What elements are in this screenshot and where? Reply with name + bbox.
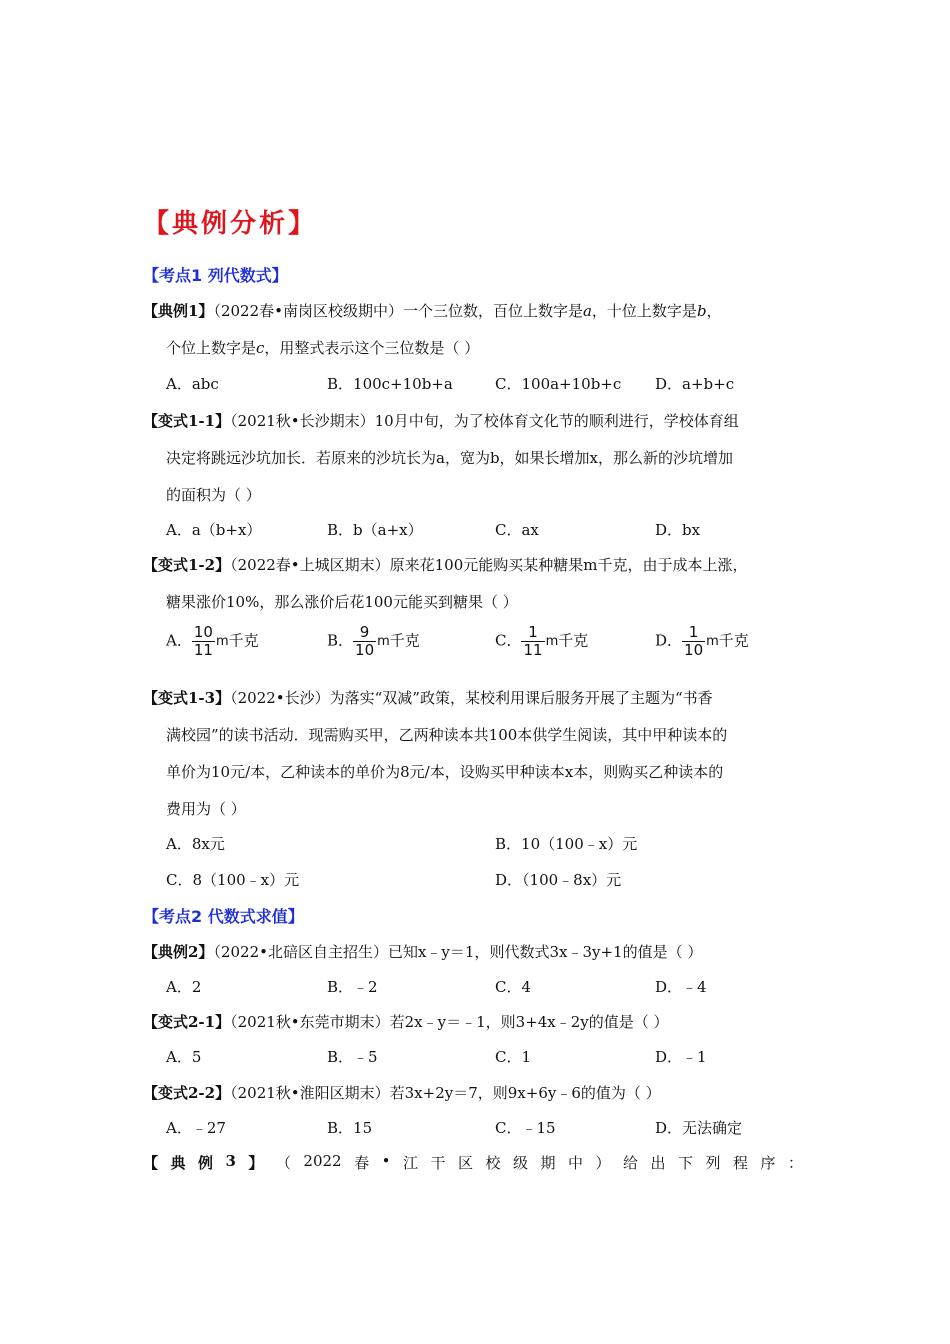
- var-c: c: [256, 339, 265, 357]
- option-letter: B．: [327, 631, 354, 650]
- option-c[interactable]: C．﹣15: [495, 1119, 556, 1137]
- option-a[interactable]: A．5: [166, 1048, 202, 1066]
- variant-1-3-line1: [143, 687, 713, 708]
- text: ，十位上数字是: [591, 302, 697, 320]
- variant-1-3-line3: 单价为10元/本，乙种读本的单价为8元/本，设购买甲种读本x本，则购买乙种读本的: [166, 763, 724, 781]
- denominator: 11: [193, 641, 213, 659]
- variant-1-1-line1: [143, 410, 739, 431]
- numerator: 1: [521, 624, 544, 642]
- option-d[interactable]: D．﹣4: [655, 978, 707, 996]
- option-b[interactable]: B．b（a+x）: [327, 521, 423, 539]
- option-b[interactable]: B．﹣5: [327, 1048, 378, 1066]
- example-3-char: 典: [170, 1154, 186, 1172]
- example-3-char: ）: [595, 1154, 611, 1172]
- unit: 千克: [389, 631, 420, 650]
- example-3-char: 校: [485, 1154, 501, 1172]
- unit: 千克: [718, 631, 749, 650]
- text: ，: [706, 302, 722, 320]
- option-d[interactable]: D．a+b+c: [655, 375, 735, 393]
- variant-2-1-line1: [143, 1011, 669, 1032]
- example-1-label: 【典例1】: [143, 302, 214, 320]
- example-3-line1: [143, 1152, 803, 1173]
- example-3-char: 江: [402, 1154, 418, 1172]
- option-d[interactable]: D．无法确定: [655, 1119, 743, 1137]
- text: （2022•北碚区自主招生）已知x﹣y＝1，则代数式3x﹣3y+1的值是（ ）: [213, 943, 703, 961]
- numerator: 1: [682, 624, 705, 642]
- var-m: m: [545, 634, 559, 649]
- numerator: 9: [353, 624, 376, 642]
- unit: 千克: [228, 631, 259, 650]
- var-m: m: [215, 634, 229, 649]
- example-2-label: 【典例2】: [143, 943, 214, 961]
- option-b[interactable]: B．10（100﹣x）元: [495, 835, 638, 853]
- example-3-char: 【: [143, 1154, 159, 1172]
- example-3-char: 列: [705, 1154, 721, 1172]
- variant-1-1-label: 【变式1-1】: [143, 412, 231, 430]
- numerator: 10: [193, 623, 213, 641]
- variant-1-1-line2: 决定将跳远沙坑加长．若原来的沙坑长为a，宽为b，如果长增加x，那么新的沙坑增加: [166, 449, 734, 467]
- option-d[interactable]: [655, 624, 749, 659]
- fraction: [353, 624, 376, 659]
- example-3-char: 期: [540, 1154, 556, 1172]
- example-3-char: 2022: [303, 1152, 342, 1170]
- variant-2-1-label: 【变式2-1】: [143, 1013, 231, 1031]
- var-m: m: [377, 634, 390, 649]
- option-d[interactable]: D．（100﹣8x）元: [495, 871, 622, 889]
- option-a[interactable]: A．a（b+x）: [166, 521, 262, 539]
- variant-1-3-label: 【变式1-3】: [143, 689, 231, 707]
- option-b[interactable]: B．100c+10b+a: [327, 375, 453, 393]
- variant-1-2-line2: 糖果涨价10%，那么涨价后花100元能买到糖果（ ）: [166, 593, 518, 611]
- text: （2021秋•长沙期末）10月中旬，为了校体育文化节的顺利进行，学校体育组: [230, 412, 739, 430]
- text: （2022春•上城区期末）原来花100元能购买某种糖果m千克，由于成本上涨，: [230, 556, 748, 574]
- example-3-char: 级: [512, 1154, 528, 1172]
- denominator: 11: [523, 641, 543, 659]
- text: （2022春•南岗区校级期中）一个三位数，百位上数字是: [213, 302, 583, 320]
- var-a: a: [582, 302, 592, 320]
- example-1-line1: [143, 300, 722, 321]
- option-d[interactable]: D．bx: [655, 521, 701, 539]
- text: 个位上数字是: [166, 339, 257, 357]
- option-c[interactable]: [495, 624, 588, 659]
- fraction: [682, 624, 705, 659]
- option-b[interactable]: B．﹣2: [327, 978, 378, 996]
- option-a[interactable]: A．﹣27: [166, 1119, 226, 1137]
- option-b[interactable]: [327, 624, 420, 659]
- variant-1-3-line2: 满校园”的读书活动．现需购买甲，乙两种读本共100本供学生阅读，其中甲种读本的: [166, 726, 728, 744]
- example-3-char: •: [381, 1152, 391, 1170]
- option-d[interactable]: D．﹣1: [655, 1048, 707, 1066]
- example-3-char: ：: [787, 1154, 803, 1172]
- variant-2-2-label: 【变式2-2】: [143, 1084, 231, 1102]
- example-1-line2: [166, 337, 479, 358]
- option-a[interactable]: A．2: [166, 978, 202, 996]
- option-b[interactable]: B．15: [327, 1119, 373, 1137]
- variant-1-2-line1: [143, 554, 748, 575]
- fraction: [192, 624, 215, 659]
- text: （2021秋•淮阳区期末）若3x+2y＝7，则9x+6y﹣6的值为（ ）: [230, 1084, 661, 1102]
- heading-kd2: 【考点2 代数式求值】: [143, 907, 304, 926]
- option-c[interactable]: C．ax: [495, 521, 539, 539]
- example-3-char: 序: [760, 1154, 776, 1172]
- denominator: 10: [684, 641, 704, 659]
- example-3-char: 干: [430, 1154, 446, 1172]
- example-3-char: 例: [198, 1154, 214, 1172]
- var-m: m: [706, 634, 719, 649]
- option-a[interactable]: [166, 624, 259, 659]
- example-2-line1: [143, 941, 702, 962]
- option-c[interactable]: C．100a+10b+c: [495, 375, 622, 393]
- example-3-char: 3: [225, 1152, 236, 1170]
- variant-1-1-line3: 的面积为（ ）: [166, 486, 261, 504]
- option-letter: C．: [495, 631, 522, 650]
- option-letter: D．: [655, 631, 683, 650]
- text: ，用整式表示这个三位数是（ ）: [264, 339, 480, 357]
- example-3-char: 区: [457, 1154, 473, 1172]
- example-3-char: 春: [354, 1154, 370, 1172]
- option-c[interactable]: C．8（100﹣x）元: [166, 871, 300, 889]
- example-3-char: 】: [248, 1154, 264, 1172]
- variant-1-2-label: 【变式1-2】: [143, 556, 231, 574]
- option-a[interactable]: A．8x元: [166, 835, 225, 853]
- option-letter: A．: [166, 631, 192, 650]
- variant-2-2-line1: [143, 1082, 661, 1103]
- denominator: 10: [355, 641, 375, 659]
- fraction: [521, 624, 544, 659]
- example-3-char: 程: [732, 1154, 748, 1172]
- unit: 千克: [558, 631, 589, 650]
- option-a[interactable]: A．abc: [166, 375, 219, 393]
- example-3-char: 下: [677, 1154, 693, 1172]
- example-3-char: （: [275, 1154, 291, 1172]
- heading-kd1: 【考点1 列代数式】: [143, 266, 288, 285]
- example-3-char: 给: [622, 1154, 638, 1172]
- variant-1-3-line4: 费用为（ ）: [166, 800, 246, 818]
- example-3-char: 中: [567, 1154, 583, 1172]
- text: （2022•长沙）为落实“双减”政策，某校利用课后服务开展了主题为“书香: [230, 689, 713, 707]
- option-c[interactable]: C．1: [495, 1048, 532, 1066]
- var-b: b: [696, 302, 707, 320]
- section-title: 【典例分析】: [143, 209, 318, 239]
- text: （2021秋•东莞市期末）若2x﹣y＝﹣1，则3+4x﹣2y的值是（ ）: [230, 1013, 669, 1031]
- example-3-char: 出: [650, 1154, 666, 1172]
- option-c[interactable]: C．4: [495, 978, 532, 996]
